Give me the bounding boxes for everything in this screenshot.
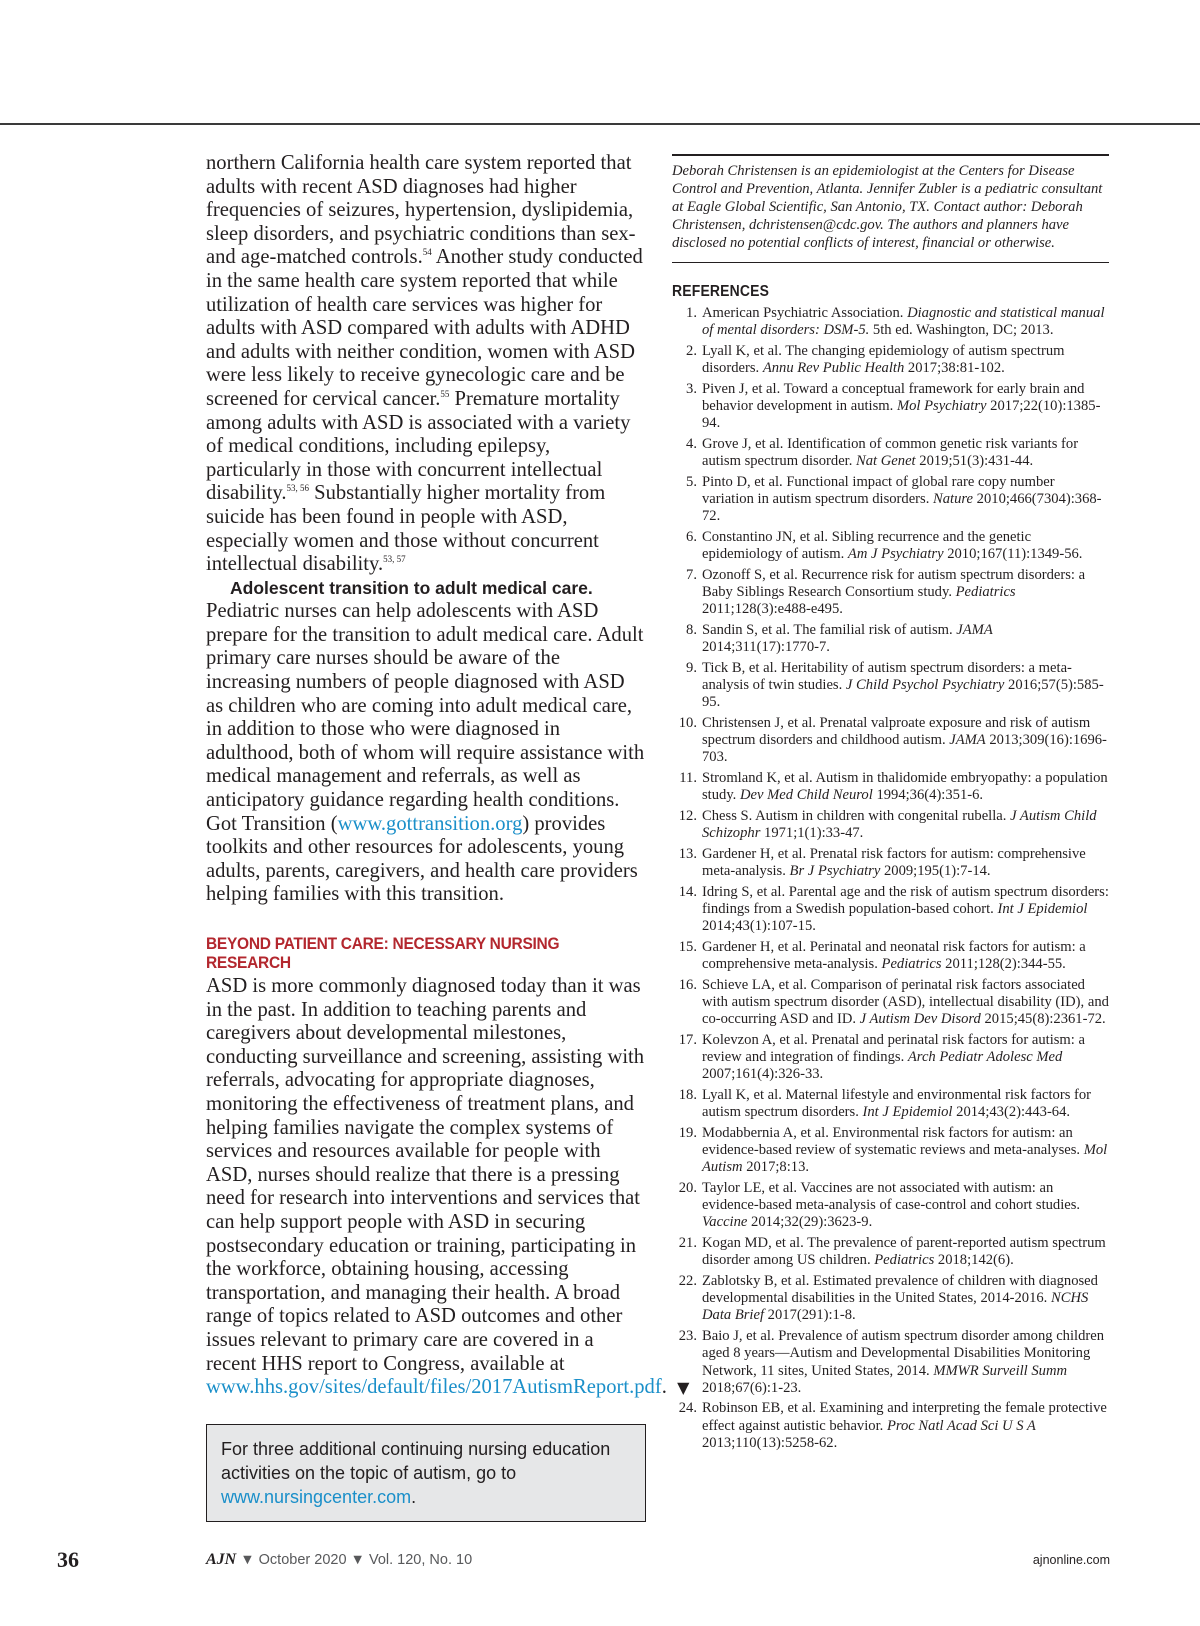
reference-item	[672, 436, 1109, 470]
journal-title: Am J Psychiatry	[847, 546, 944, 563]
journal-title: Nature	[933, 491, 974, 508]
reference-item	[672, 1400, 1109, 1452]
separator-triangle-icon: ▼	[346, 1552, 369, 1568]
reference-text: Schieve LA, et al. Comparison of perinatal risk factors associated with autism spectrum disorder (ASD), intellectual disability (ID), and co-occurring ASD and ID. J Autism Dev Disord 2015;45(8):2361-72.	[702, 976, 1109, 1028]
reference-text: Zablotsky B, et al. Estimated prevalence of children with diagnosed developmental disabilities in the United States, 2014-2016. NCHS Data Brief 2017(291):1-8.	[702, 1273, 1098, 1324]
journal-title: Pediatrics	[874, 1252, 935, 1269]
journal-title: Dev Med Child Neurol	[739, 787, 873, 804]
reference-number: 23.	[678, 1328, 697, 1345]
citation-superscript: 54	[422, 247, 432, 258]
reference-item	[672, 305, 1109, 339]
author-note: Deborah Christensen is an epidemiologist at the Centers for Disease Control and Prevention, Atlanta. Jennifer Zubler is a pediatric consultant at Eagle Global Scientific, San Antonio, TX. Contact author: Deborah Christensen, dchristensen@cdc.gov. The authors and planners have disclosed no potential conflicts of interest, financial or otherwise.	[672, 163, 1103, 251]
reference-text: Ozonoff S, et al. Recurrence risk for autism spectrum disorders: a Baby Siblings Research Consortium study. Pediatrics 2011;128(3):e488-e495.	[702, 566, 1086, 618]
reference-text: Baio J, et al. Prevalence of autism spectrum disorder among children aged 8 years—Autism and Developmental Disabilities Monitoring Network, 11 sites, United States, 2014. MMWR Surveill Summ 2018;67(6):1-23.	[702, 1328, 1105, 1396]
reference-text: Lyall K, et al. The changing epidemiology of autism spectrum disorders. Annu Rev Public Health 2017;38:81-102.	[702, 342, 1065, 377]
reference-text: Chess S. Autism in children with congenital rubella. J Autism Child Schizophr 1971;1(1):33-47.	[702, 807, 1097, 842]
reference-number: 14.	[678, 883, 697, 900]
reference-item	[672, 770, 1109, 804]
journal-title: JAMA	[949, 732, 986, 749]
section-heading: BEYOND PATIENT CARE: NECESSARY NURSING RESEARCH	[206, 935, 560, 972]
reference-item	[672, 622, 1109, 656]
reference-number: 18.	[678, 1087, 697, 1104]
journal-title: Proc Natl Acad Sci U S A	[886, 1417, 1036, 1434]
reference-item	[672, 939, 1109, 973]
citation-superscript: 53, 56	[286, 483, 309, 494]
separator-triangle-icon: ▼	[236, 1552, 259, 1568]
author-note-rule	[672, 154, 1109, 156]
reference-number: 19.	[678, 1124, 697, 1141]
reference-number: 10.	[678, 714, 697, 731]
body-paragraph: Adolescent transition to adult medical care. Pediatric nurses can help adolescents with ASD prepare for the transition to adult medical care. Adult primary care nurses should be aware of the increasing numbers of people diagnosed with ASD as children who are coming into adult medical care, in addition to those who were diagnosed in adulthood, both of whom will require assistance with medical management and referrals, as well as anticipatory guidance regarding health conditions. Got Transition (www.gottransition.org) provides toolkits and other resources for adolescents, young adults, parents, caregivers, and health care providers helping families with this transition.	[206, 577, 645, 906]
reference-number: 7.	[686, 566, 697, 583]
reference-number: 24.	[678, 1400, 697, 1417]
journal-title: Br J Psychiatry	[789, 863, 881, 880]
reference-text: Kolevzon A, et al. Prenatal and perinatal risk factors for autism: a review and integration of findings. Arch Pediatr Adolesc Med 2007;161(4):326-33.	[702, 1031, 1085, 1083]
reference-number: 4.	[686, 435, 697, 452]
reference-text: Sandin S, et al. The familial risk of autism. JAMA 2014;311(17):1770-7.	[702, 621, 993, 656]
reference-item	[672, 474, 1109, 526]
reference-number: 5.	[686, 473, 697, 490]
reference-number: 8.	[686, 621, 697, 638]
reference-text: Tick B, et al. Heritability of autism spectrum disorders: a meta-analysis of twin studies. J Child Psychol Psychiatry 2016;57(5):585-95.	[702, 659, 1104, 711]
reference-text: Piven J, et al. Toward a conceptual framework for early brain and behavior development in autism. Mol Psychiatry 2017;22(10):1385-94.	[702, 380, 1101, 432]
reference-text: Robinson EB, et al. Examining and interpreting the female protective effect against autistic behavior. Proc Natl Acad Sci U S A 2013;110(13):5258-62.	[702, 1400, 1107, 1451]
citation-superscript: 55	[440, 389, 450, 400]
reference-item	[672, 1125, 1109, 1177]
run-in-heading: Adolescent transition to adult medical care.	[230, 577, 593, 598]
reference-text: Christensen J, et al. Prenatal valproate exposure and risk of autism spectrum disorders and childhood autism. JAMA 2013;309(16):1696-703.	[702, 714, 1107, 766]
journal-title: Diagnostic and statistical manual of mental disorders: DSM-5.	[702, 305, 1105, 339]
reference-item	[672, 1235, 1109, 1269]
reference-text: Idring S, et al. Parental age and the risk of autism spectrum disorders: findings from a Swedish population-based cohort. Int J Epidemiol 2014;43(1):107-15.	[702, 883, 1109, 935]
reference-number: 16.	[678, 976, 697, 993]
reference-number: 15.	[678, 938, 697, 955]
reference-text: Stromland K, et al. Autism in thalidomide embryopathy: a population study. Dev Med Child Neurol 1994;36(4):351-6.	[702, 770, 1108, 804]
reference-item	[672, 567, 1109, 619]
reference-item	[672, 808, 1109, 842]
journal-title: Arch Pediatr Adolesc Med	[907, 1049, 1063, 1066]
reference-text: Kogan MD, et al. The prevalence of parent-reported autism spectrum disorder among US children. Pediatrics 2018;142(6).	[702, 1235, 1106, 1269]
journal-title: Mol Autism	[702, 1142, 1108, 1176]
reference-item	[672, 715, 1109, 767]
reference-item	[672, 1087, 1109, 1121]
issue-date: October 2020	[258, 1552, 347, 1568]
reference-text: American Psychiatric Association. Diagnostic and statistical manual of mental disorders: DSM-5. 5th ed. Washington, DC; 2013.	[702, 305, 1105, 339]
reference-text: Gardener H, et al. Prenatal risk factors for autism: comprehensive meta-analysis. Br J Psychiatry 2009;195(1):7-14.	[702, 845, 1086, 880]
reference-text: Taylor LE, et al. Vaccines are not associated with autism: an evidence-based meta-analysis of case-control and cohort studies. Vaccine 2014;32(29):3623-9.	[702, 1180, 1081, 1231]
reference-item	[672, 660, 1109, 712]
reference-number: 2.	[686, 342, 697, 359]
reference-number: 12.	[678, 807, 697, 824]
continuing-education-box: For three additional continuing nursing education activities on the topic of autism, go to www.nursingcenter.com.	[206, 1424, 646, 1522]
reference-number: 3.	[686, 380, 697, 397]
journal-title: Nat Genet	[856, 453, 916, 470]
hhs-report-link[interactable]: www.hhs.gov/sites/default/files/2017AutismReport.pdf	[206, 1376, 662, 1399]
reference-item	[672, 381, 1109, 433]
journal-title: Pediatrics	[881, 956, 942, 973]
reference-number: 21.	[678, 1235, 697, 1252]
page-number: 36	[57, 1547, 79, 1572]
reference-item	[672, 1328, 1109, 1397]
volume-number: Vol. 120, No. 10	[368, 1552, 473, 1568]
reference-number: 9.	[686, 659, 697, 676]
nursingcenter-link[interactable]: www.nursingcenter.com	[221, 1486, 412, 1507]
body-column-right	[672, 154, 1109, 1456]
journal-title: Annu Rev Public Health	[762, 360, 905, 377]
reference-item	[672, 529, 1109, 563]
reference-item	[672, 1032, 1109, 1084]
journal-title: J Autism Child Schizophr	[702, 807, 1097, 842]
reference-list	[672, 305, 1109, 1452]
reference-item	[672, 977, 1109, 1029]
journal-title: Pediatrics	[955, 584, 1016, 601]
reference-number: 22.	[678, 1273, 697, 1290]
reference-number: 1.	[686, 305, 697, 321]
reference-number: 6.	[686, 528, 697, 545]
journal-title: Int J Epidemiol	[997, 901, 1088, 917]
author-note-divider	[672, 262, 1109, 263]
journal-website[interactable]: ajnonline.com	[1032, 1553, 1110, 1567]
journal-title: MMWR Surveill Summ	[933, 1362, 1068, 1379]
reference-text: Gardener H, et al. Perinatal and neonatal risk factors for autism: a comprehensive meta-analysis. Pediatrics 2011;128(2):344-55.	[702, 938, 1086, 973]
reference-text: Modabbernia A, et al. Environmental risk factors for autism: an evidence-based review of systematic reviews and meta-analyses. Mol Autism 2017;8:13.	[702, 1124, 1108, 1176]
reference-item	[672, 1273, 1109, 1325]
reference-item	[672, 1180, 1109, 1232]
journal-title: Int J Epidemiol	[862, 1104, 953, 1121]
reference-number: 20.	[678, 1180, 697, 1197]
body-paragraph: northern California health care system reported that adults with recent ASD diagnoses had higher frequencies of seizures, hypertension, dyslipidemia, sleep disorders, and psychiatric conditions than sex- and age-matched controls.$^{54}$ Another study conducted in the same health care system reported that while utilization of health care services was higher for adults with ASD compared with adults with ADHD and adults with neither condition, women with ASD were less likely to receive gynecologic care and be screened for cervical cancer.$^{55}$ Premature mortality among adults with ASD is associated with a variety of medical conditions, including epilepsy, particularly in those with concurrent intellectual disability.$^{53, 56}$ Substantially higher mortality from suicide has been found in people with ASD, especially women and those without concurrent intellectual disability.$^{53, 57}$	[206, 152, 643, 576]
journal-info	[206, 1551, 472, 1569]
references-heading: REFERENCES	[672, 283, 770, 300]
body-paragraph: ASD is more commonly diagnosed today than it was in the past. In addition to teaching parents and caregivers about developmental milestones, conducting surveillance and screening, assisting with referrals, advocating for appropriate diagnoses, monitoring the effectiveness of treatment plans, and helping families navigate the complex systems of services and resources available for people with ASD, nurses should realize that there is a pressing need for research into interventions and services that can help support people with ASD in securing postsecondary education or training, participating in the workforce, obtaining housing, accessing transportation, and managing their health. A broad range of topics related to ASD outcomes and other issues relevant to primary care are covered in a recent HHS report to Congress, available at www.hhs.gov/sites/default/files/2017AutismReport.pdf. ▼	[206, 975, 690, 1399]
reference-text: Pinto D, et al. Functional impact of global rare copy number variation in autism spectrum disorders. Nature 2010;466(7304):368-72.	[702, 473, 1102, 525]
journal-title: NCHS Data Brief	[702, 1290, 1089, 1324]
gottransition-link[interactable]: www.gottransition.org	[337, 812, 523, 835]
reference-item	[672, 884, 1109, 936]
reference-number: 17.	[678, 1031, 697, 1048]
journal-title: JAMA	[956, 621, 993, 638]
header-rule	[0, 123, 1200, 125]
reference-item	[672, 846, 1109, 880]
end-of-article-icon: ▼	[677, 1378, 690, 1398]
reference-number: 13.	[678, 845, 697, 862]
journal-title: J Child Psychol Psychiatry	[845, 677, 1005, 694]
reference-item	[672, 343, 1109, 377]
reference-text: Grove J, et al. Identification of common genetic risk variants for autism spectrum disorder. Nat Genet 2019;51(3):431-44.	[702, 435, 1079, 470]
journal-title: Mol Psychiatry	[896, 398, 987, 415]
reference-number: 11.	[679, 770, 697, 787]
journal-title: J Autism Dev Disord	[859, 1011, 981, 1028]
reference-text: Constantino JN, et al. Sibling recurrence and the genetic epidemiology of autism. Am J Psychiatry 2010;167(11):1349-56.	[702, 528, 1083, 563]
reference-text: Lyall K, et al. Maternal lifestyle and environmental risk factors for autism spectrum disorders. Int J Epidemiol 2014;43(2):443-64.	[702, 1087, 1092, 1121]
citation-superscript: 53, 57	[383, 554, 406, 565]
journal-title: Vaccine	[702, 1214, 748, 1231]
journal-name: AJN	[206, 1551, 237, 1568]
page-footer	[0, 1547, 1200, 1577]
